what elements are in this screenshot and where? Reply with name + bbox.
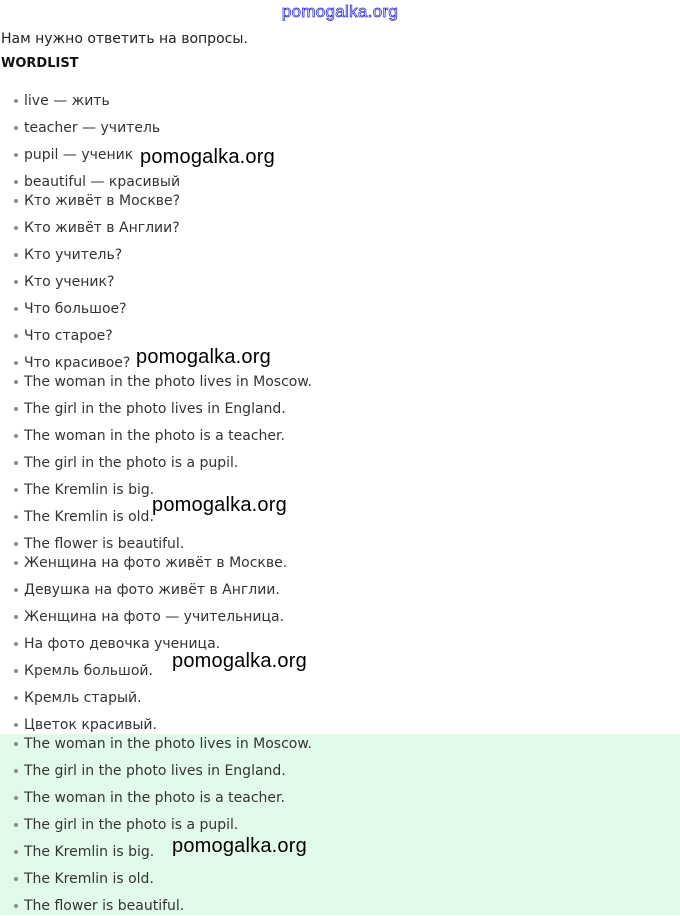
list-item-text: Что красивое? (24, 355, 131, 371)
bullet-icon (14, 180, 18, 184)
bullet-icon (14, 461, 18, 465)
bullet-icon (14, 796, 18, 800)
list-item-text: The Kremlin is old. (24, 509, 154, 525)
bullet-icon (14, 488, 18, 492)
bullet-icon (14, 642, 18, 646)
bullet-icon (14, 850, 18, 854)
bullet-icon (14, 515, 18, 519)
bullet-icon (14, 99, 18, 103)
bullet-icon (14, 280, 18, 284)
list-item-text: The girl in the photo is a pupil. (24, 455, 239, 471)
bullet-icon (14, 153, 18, 157)
list-item-text: Кремль старый. (24, 690, 142, 706)
bullet-icon (14, 742, 18, 746)
highlighted-list (0, 734, 680, 915)
bullet-icon (14, 769, 18, 773)
bullet-icon (14, 561, 18, 565)
list-item-text: pupil — ученик (24, 147, 134, 163)
bullet-icon (14, 904, 18, 908)
list-item-text: The Kremlin is big. (24, 482, 155, 498)
list-item-text: Кто учитель? (24, 247, 123, 263)
list-item-text: beautiful — красивый (24, 174, 181, 190)
bullet-icon (14, 669, 18, 673)
bullet-icon (14, 380, 18, 384)
list-item-text: The girl in the photo lives in England. (24, 763, 286, 779)
list-item-text: Кремль большой. (24, 663, 153, 679)
list-item-text: The Kremlin is big. (24, 844, 155, 860)
watermark-overlay: pomogalka.org (136, 346, 271, 368)
watermark-overlay: pomogalka.org (152, 494, 287, 516)
bullet-icon (14, 126, 18, 130)
list-item-text: Что большое? (24, 301, 127, 317)
bullet-icon (14, 407, 18, 411)
bullet-icon (14, 361, 18, 365)
list-item-text: live — жить (24, 93, 110, 109)
bullet-icon (14, 253, 18, 257)
bullet-list (0, 372, 680, 560)
bullet-icon (14, 588, 18, 592)
list-item-text: Девушка на фото живёт в Англии. (24, 582, 280, 598)
list-item-text: teacher — учитель (24, 120, 161, 136)
bullet-list (0, 191, 680, 379)
bullet-icon (14, 307, 18, 311)
top-watermark: pomogalka.org (281, 2, 399, 21)
list-item-text: Цветок красивый. (24, 717, 157, 733)
list-item-text: Кто живёт в Англии? (24, 220, 180, 236)
list-item-text: The woman in the photo lives in Moscow. (24, 736, 312, 752)
list-item-text: Кто ученик? (24, 274, 115, 290)
bullet-icon (14, 615, 18, 619)
list-item-text: The flower is beautiful. (24, 898, 185, 914)
bullet-list (0, 91, 680, 198)
bullet-icon (14, 877, 18, 881)
list-item-text: The girl in the photo lives in England. (24, 401, 286, 417)
wordlist-heading: WORDLIST (1, 56, 79, 71)
intro-text: Нам нужно ответить на вопросы. (1, 31, 248, 47)
list-item-text: Кто живёт в Москве? (24, 193, 181, 209)
list-item-text: The girl in the photo is a pupil. (24, 817, 239, 833)
list-item-text: The woman in the photo lives in Moscow. (24, 374, 312, 390)
list-item-text: На фото девочка ученица. (24, 636, 221, 652)
list-item-text: The Kremlin is old. (24, 871, 154, 887)
watermark-overlay: pomogalka.org (140, 146, 275, 168)
bullet-icon (14, 723, 18, 727)
bullet-icon (14, 434, 18, 438)
list-item-text: The woman in the photo is a teacher. (24, 428, 285, 444)
bullet-list (0, 553, 680, 741)
list-item-text: Женщина на фото — учительница. (24, 609, 285, 625)
bullet-icon (14, 226, 18, 230)
bullet-icon (14, 334, 18, 338)
bullet-icon (14, 823, 18, 827)
watermark-overlay: pomogalka.org (172, 650, 307, 672)
list-item-text: Что старое? (24, 328, 113, 344)
bullet-icon (14, 696, 18, 700)
list-item-text: The woman in the photo is a teacher. (24, 790, 285, 806)
list-item-text: Женщина на фото живёт в Москве. (24, 555, 288, 571)
watermark-overlay: pomogalka.org (172, 835, 307, 857)
bullet-icon (14, 542, 18, 546)
bullet-icon (14, 199, 18, 203)
list-item-text: The flower is beautiful. (24, 536, 185, 552)
